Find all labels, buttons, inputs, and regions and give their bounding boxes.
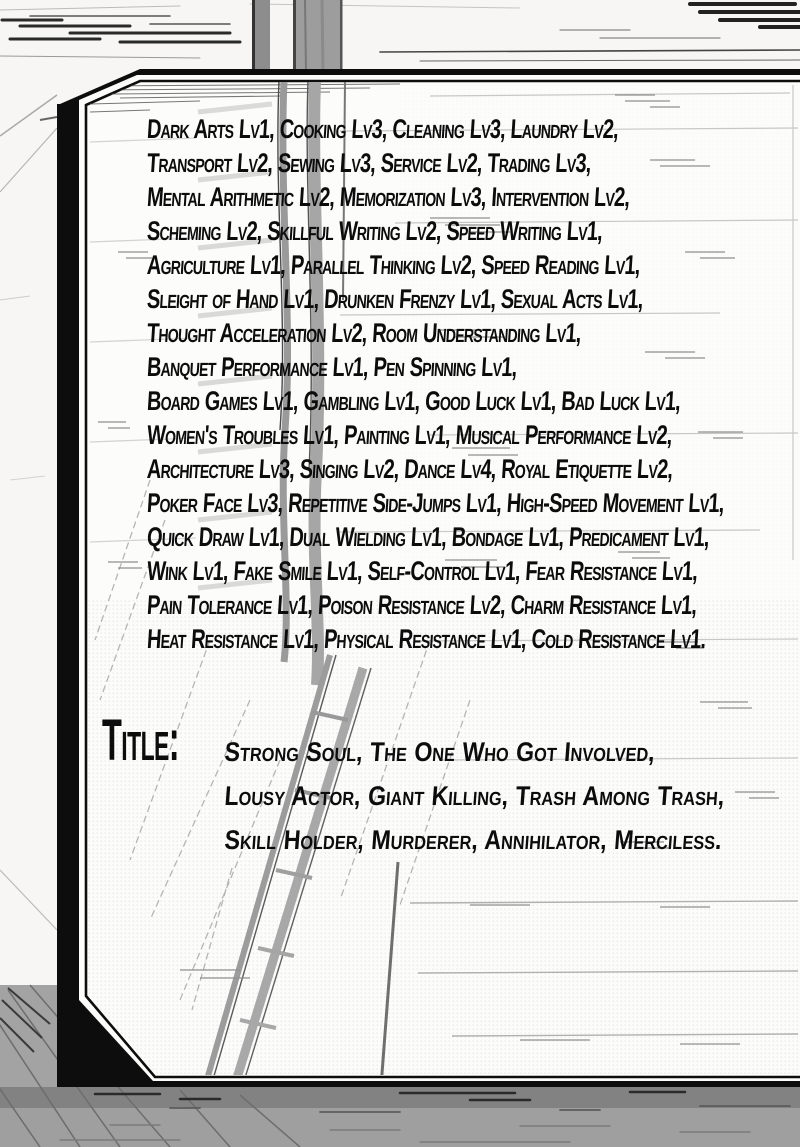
title-line: Strong Soul, The One Who Got Involved,: [223, 737, 657, 767]
skill-line: Mental Arithmetic Lv2, Memorization Lv3, Intervention Lv2,: [146, 182, 631, 212]
skill-line: Quick Draw Lv1, Dual Wielding Lv1, Bondage Lv1, Predicament Lv1,: [146, 522, 710, 552]
skill-line: Pain Tolerance Lv1, Poison Resistance Lv2, Charm Resistance Lv1,: [146, 590, 698, 620]
skill-line: Wink Lv1, Fake Smile Lv1, Self-Control Lv1, Fear Resistance Lv1,: [146, 556, 699, 586]
skill-line: Agriculture Lv1, Parallel Thinking Lv2, Speed Reading Lv1,: [146, 250, 641, 280]
skill-line: Banquet Performance Lv1, Pen Spinning Lv1,: [146, 352, 518, 382]
title-label: Title:: [102, 708, 180, 773]
skill-line: Board Games Lv1, Gambling Lv1, Good Luck Lv1, Bad Luck Lv1,: [146, 386, 682, 416]
skill-line: Women's Troubles Lv1, Painting Lv1, Musical Performance Lv2,: [146, 420, 673, 450]
skill-line: Poker Face Lv3, Repetitive Side-Jumps Lv1, High-Speed Movement Lv1,: [146, 488, 725, 518]
skill-line: Architecture Lv3, Singing Lv2, Dance Lv4, Royal Etiquette Lv2,: [146, 454, 674, 484]
skill-line: Thought Acceleration Lv2, Room Understanding Lv1,: [146, 318, 582, 348]
skill-line: Scheming Lv2, Skillful Writing Lv2, Speed Writing Lv1,: [146, 216, 604, 246]
title-line: Skill Holder, Murderer, Annihilator, Merciless.: [223, 825, 723, 855]
skill-line: Dark Arts Lv1, Cooking Lv3, Cleaning Lv3, Laundry Lv2,: [146, 114, 620, 144]
title-line: Lousy Actor, Giant Killing, Trash Among Trash,: [223, 781, 726, 811]
skill-line: Sleight of Hand Lv1, Drunken Frenzy Lv1, Sexual Acts Lv1,: [146, 284, 644, 314]
skill-line: Heat Resistance Lv1, Physical Resistance Lv1, Cold Resistance Lv1.: [146, 624, 707, 654]
skill-list: [146, 112, 800, 656]
skill-line: Transport Lv2, Sewing Lv3, Service Lv2, Trading Lv3,: [146, 148, 592, 178]
title-list: [223, 730, 800, 862]
